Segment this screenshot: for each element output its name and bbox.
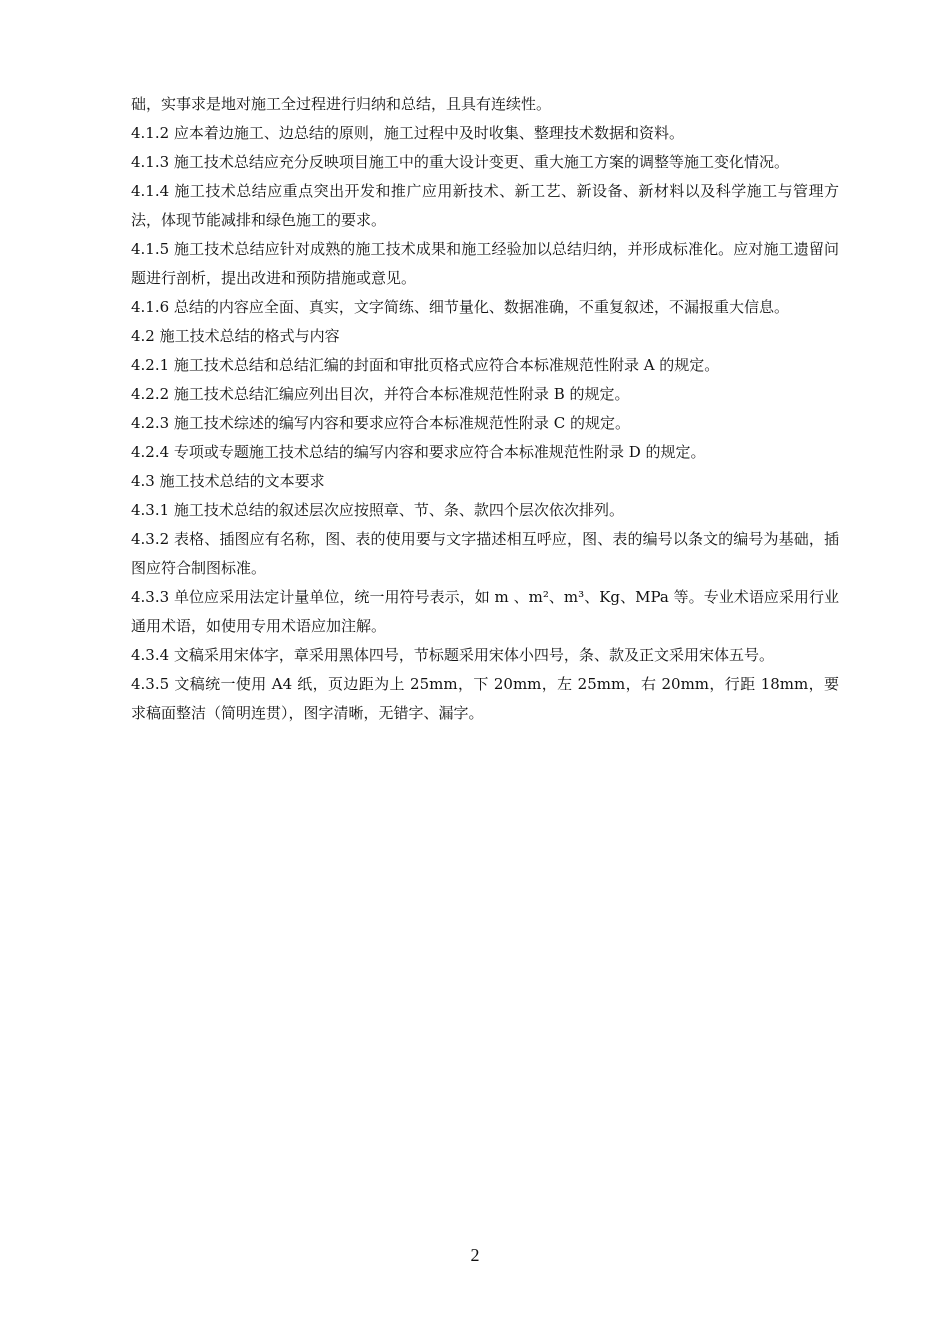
clause-4-3-4: 4.3.4 文稿采用宋体字，章采用黑体四号，节标题采用宋体小四号，条、款及正文采用宋体五号。 [131,646,774,664]
clause-4-1-3: 4.1.3 施工技术总结应充分反映项目施工中的重大设计变更、重大施工方案的调整等施工变化情况。 [131,153,789,171]
clause-4-3-3: 4.3.3 单位应采用法定计量单位，统一用符号表示，如 m 、m²、m³、Kg、MPa 等。专业术语应采用行业通用术语，如使用专用术语应加注解。 [131,588,839,635]
clause-4-2-2: 4.2.2 施工技术总结汇编应列出目次，并符合本标准规范性附录 B 的规定。 [131,385,630,403]
clause-4-1-6: 4.1.6 总结的内容应全面、真实，文字简练、细节量化、数据准确，不重复叙述，不漏报重大信息。 [131,298,789,316]
clause-4-1-4: 4.1.4 施工技术总结应重点突出开发和推广应用新技术、新工艺、新设备、新材料以及科学施工与管理方法，体现节能减排和绿色施工的要求。 [131,182,839,229]
clause-4-3-1: 4.3.1 施工技术总结的叙述层次应按照章、节、条、款四个层次依次排列。 [131,501,624,519]
clause-4-3-5: 4.3.5 文稿统一使用 A4 纸，页边距为上 25mm，下 20mm，左 25mm，右 20mm，行距 18mm，要求稿面整洁（简明连贯），图字清晰，无错字、漏字。 [131,675,839,722]
clause-4-2-4: 4.2.4 专项或专题施工技术总结的编写内容和要求应符合本标准规范性附录 D 的规定。 [131,443,706,461]
section-heading-4-2: 4.2 施工技术总结的格式与内容 [131,327,340,345]
clause-4-2-3: 4.2.3 施工技术综述的编写内容和要求应符合本标准规范性附录 C 的规定。 [131,414,630,432]
page-number: 2 [470,1245,480,1265]
document-body [131,90,839,728]
clause-4-1-2: 4.1.2 应本着边施工、边总结的原则，施工过程中及时收集、整理技术数据和资料。 [131,124,684,142]
clause-4-2-1: 4.2.1 施工技术总结和总结汇编的封面和审批页格式应符合本标准规范性附录 A 的规定。 [131,356,720,374]
clause-4-1-5: 4.1.5 施工技术总结应针对成熟的施工技术成果和施工经验加以总结归纳，并形成标准化。应对施工遗留问题进行剖析，提出改进和预防措施或意见。 [131,240,839,287]
paragraph-continuation: 础，实事求是地对施工全过程进行归纳和总结，且具有连续性。 [131,95,552,113]
clause-4-3-2: 4.3.2 表格、插图应有名称，图、表的使用要与文字描述相互呼应，图、表的编号以条文的编号为基础，插图应符合制图标准。 [131,530,839,577]
section-heading-4-3: 4.3 施工技术总结的文本要求 [131,472,325,490]
